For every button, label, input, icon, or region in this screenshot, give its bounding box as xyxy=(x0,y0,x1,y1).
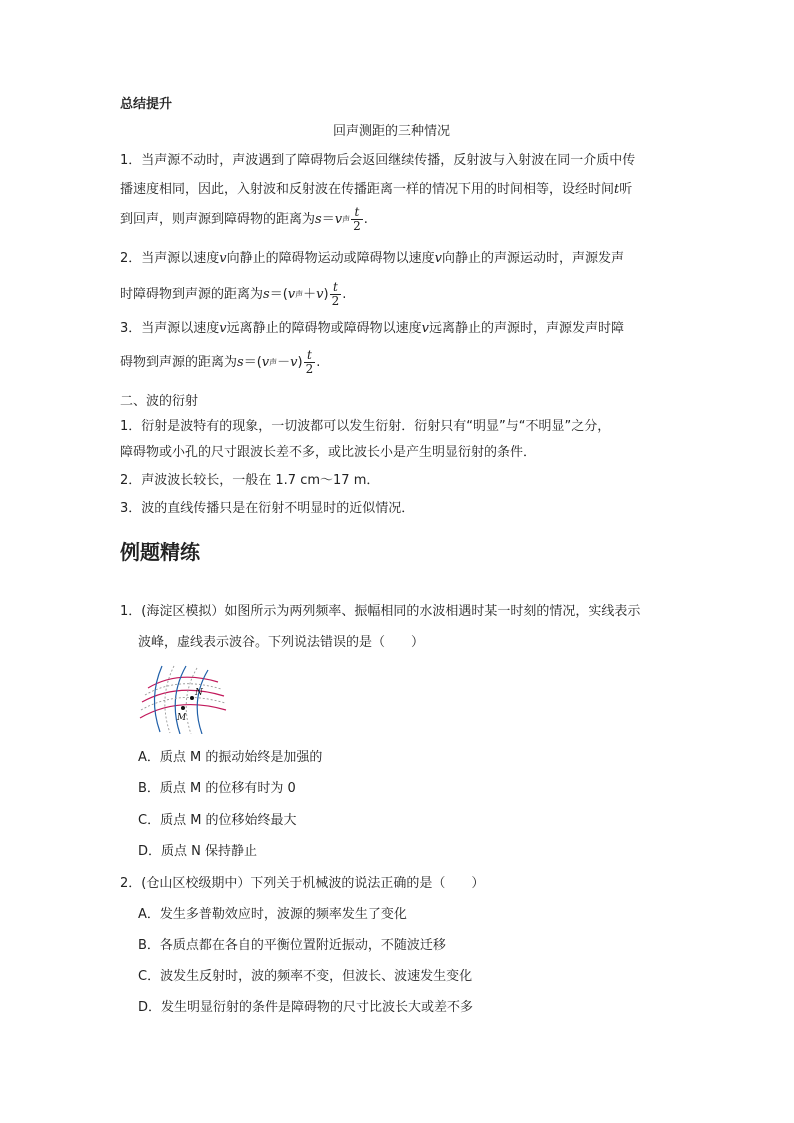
diffraction-item3: 3．波的直线传播只是在衍射不明显时的近似情况． xyxy=(120,501,415,516)
diffraction-heading: 二、波的衍射 xyxy=(120,394,199,409)
p3-var-v2: v xyxy=(421,321,430,336)
p1-line2-text: 播速度相同，因此，入射波和反射波在传播距离一样的情况下用的时间相等，设经时间 xyxy=(120,182,615,197)
p1-formula-sub: 声 xyxy=(342,214,351,224)
p3-line1-a: 3．当声源以速度 xyxy=(120,321,220,336)
p3-line1 xyxy=(120,320,624,338)
p1-line2-end: 听 xyxy=(619,182,633,197)
p2-frac-den: 2 xyxy=(331,294,340,308)
p2-formula-close: ) xyxy=(323,286,329,302)
q2-option-a: A．发生多普勒效应时，波源的频率发生了变化 xyxy=(138,907,407,922)
diffraction-item1-line2: 障碍物或小孔的尺寸跟波长差不多，或比波长小是产生明显衍射的条件． xyxy=(120,445,537,460)
p2-var-v2: v xyxy=(434,251,443,266)
red-crest-arc-1 xyxy=(148,677,218,688)
p2-line1-a: 2．当声源以速度 xyxy=(120,251,220,266)
blue-crest-arc-1 xyxy=(154,666,162,732)
p2-line2-text: 时障碍物到声源的距离为 xyxy=(120,286,264,302)
p2-formula-sub: 声 xyxy=(295,289,304,299)
p2-line2 xyxy=(120,281,346,308)
p3-formula-s: s xyxy=(237,354,244,370)
p2-line1-b: 向静止的障碍物运动或障碍物以速度 xyxy=(226,251,435,266)
p3-line2-text: 碍物到声源的距离为 xyxy=(120,354,238,370)
point-m xyxy=(181,706,185,710)
p3-var-v1: v xyxy=(219,321,227,336)
summary-heading: 总结提升 xyxy=(120,97,173,112)
p3-formula-close: ) xyxy=(297,354,303,370)
q2-option-d: D．发生明显衍射的条件是障碍物的尺寸比波长大或差不多 xyxy=(138,1000,474,1015)
p2-line1-c: 向静止的声源运动时，声源发声 xyxy=(442,251,625,266)
p2-line1 xyxy=(120,250,624,268)
p3-line1-c: 远离静止的声源时，声源发声时障 xyxy=(429,321,625,336)
q1-option-c: C．质点 M 的位移始终最大 xyxy=(138,813,297,828)
q1-option-a: A．质点 M 的振动始终是加强的 xyxy=(138,750,323,765)
q1-option-b: B．质点 M 的位移有时为 0 xyxy=(138,781,296,796)
p1-fraction xyxy=(351,206,363,233)
q2-option-b: B．各质点都在各自的平衡位置附近振动，不随波迁移 xyxy=(138,938,446,953)
q2-option-c: C．波发生反射时，波的频率不变，但波长、波速发生变化 xyxy=(138,969,473,984)
p3-formula-op: － xyxy=(277,354,291,370)
label-m: M xyxy=(177,713,187,723)
point-n xyxy=(190,696,194,700)
diffraction-item1-line1: 1．衍射是波特有的现象，一切波都可以发生衍射．衍射只有“明显”与“不明显”之分， xyxy=(120,419,611,434)
p1-line3 xyxy=(120,206,368,233)
p3-formula-eq: ＝( xyxy=(243,354,262,370)
p2-var-v1: v xyxy=(219,251,227,266)
trough-arc-3 xyxy=(165,666,174,733)
diffraction-item2: 2．声波波长较长，一般在 1.7 cm～17 m． xyxy=(120,473,380,488)
p2-frac-num: t xyxy=(332,280,338,294)
p2-formula-v: v xyxy=(287,286,296,302)
p1-frac-den: 2 xyxy=(353,219,361,233)
blue-crest-arc-2 xyxy=(175,666,186,734)
examples-heading: 例题精练 xyxy=(120,540,200,564)
q1-stem-line2: 波峰，虚线表示波谷。下列说法错误的是（ ） xyxy=(138,635,425,650)
p1-formula-s: s xyxy=(315,211,322,227)
p1-period: . xyxy=(363,211,368,227)
p2-period: . xyxy=(342,286,347,302)
q1-option-d: D．质点 N 保持静止 xyxy=(138,844,257,859)
summary-subtitle: 回声测距的三种情况 xyxy=(333,124,451,139)
q2-stem: 2．(仓山区校级期中）下列关于机械波的说法正确的是（ ） xyxy=(120,876,485,891)
p3-formula-sub: 声 xyxy=(269,357,278,367)
p1-line2 xyxy=(120,181,632,199)
p2-formula-eq: ＝( xyxy=(269,286,288,302)
q1-stem-line1: 1．(海淀区模拟）如图所示为两列频率、振幅相同的水波相遇时某一时刻的情况，实线表示 xyxy=(120,604,641,619)
p1-var-t: t xyxy=(614,182,620,197)
p3-formula-v: v xyxy=(261,354,270,370)
p2-fraction xyxy=(330,281,342,308)
p1-line1: 1．当声源不动时，声波遇到了障碍物后会返回继续传播，反射波与入射波在同一介质中传 xyxy=(120,153,636,168)
p3-frac-num: t xyxy=(306,348,312,362)
label-n: N xyxy=(195,688,203,698)
p3-line1-b: 远离静止的障碍物或障碍物以速度 xyxy=(226,321,422,336)
p1-line3-text: 到回声，则声源到障碍物的距离为 xyxy=(120,211,316,227)
wave-interference-figure xyxy=(138,662,228,734)
p1-frac-num: t xyxy=(354,205,360,219)
p1-formula-v: v xyxy=(334,211,343,227)
p2-formula-v2: v xyxy=(316,286,324,302)
p1-formula-eq: ＝ xyxy=(321,211,335,227)
p3-formula-v2: v xyxy=(290,354,298,370)
p2-formula-op: ＋ xyxy=(303,286,317,302)
p3-line2 xyxy=(120,349,320,376)
p3-frac-den: 2 xyxy=(305,362,314,376)
p3-period: . xyxy=(316,354,321,370)
p3-fraction xyxy=(304,349,316,376)
p2-formula-s: s xyxy=(263,286,270,302)
